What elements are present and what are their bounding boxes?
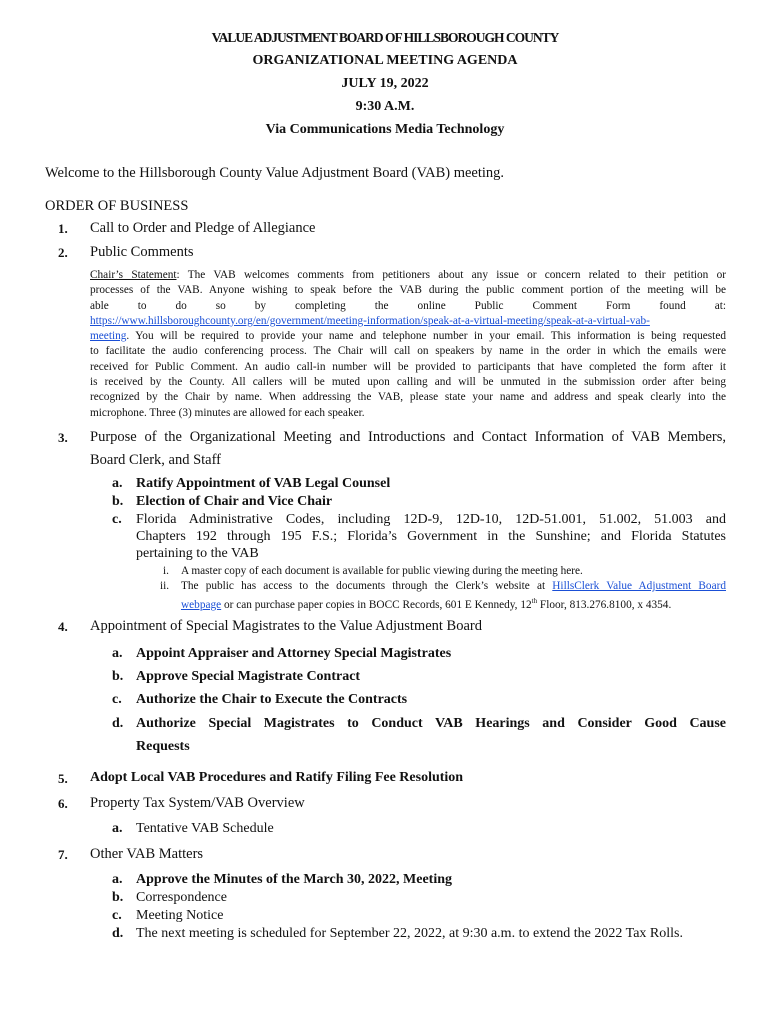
chair-statement-label: Chair’s Statement	[90, 269, 177, 281]
item-3c-i-number: i.	[163, 565, 169, 577]
item-6-text: Property Tax System/VAB Overview	[90, 795, 305, 811]
item-4-text: Appointment of Special Magistrates to the Value Adjustment Board	[90, 618, 482, 634]
chair-statement-line: Chair’s Statement: The VAB welcomes comments from petitioners about any issue or concern related to their petition or	[90, 269, 726, 281]
item-3-number: 3.	[58, 430, 68, 445]
board-title: VALUE ADJUSTMENT BOARD OF HILLSBOROUGH COUNTY	[211, 30, 559, 45]
meeting-time: 9:30 A.M.	[355, 99, 415, 114]
item-1-number: 1.	[58, 221, 68, 236]
hillsclerk-vab-link-continued[interactable]: webpage	[181, 598, 222, 611]
welcome-text: Welcome to the Hillsborough County Value Adjustment Board (VAB) meeting.	[45, 165, 505, 181]
order-heading: ORDER OF BUSINESS	[45, 198, 189, 214]
item-5-text: Adopt Local VAB Procedures and Ratify Filing Fee Resolution	[90, 770, 464, 785]
meeting-date: JULY 19, 2022	[341, 76, 429, 91]
item-5-number: 5.	[58, 771, 68, 786]
item-4-number: 4.	[58, 619, 68, 634]
item-3c-ii-number: ii.	[160, 580, 170, 592]
speak-at-meeting-link-continued[interactable]: meeting	[90, 330, 127, 343]
agenda-title: ORGANIZATIONAL MEETING AGENDA	[252, 53, 518, 68]
item-3c-ii-text-continued: webpage or can purchase paper copies in BOCC Records, 601 E Kennedy, 12th Floor, 813.276.8100, x 4354.	[181, 597, 672, 611]
hillsclerk-vab-link[interactable]: HillsClerk Value Adjustment Board	[552, 580, 726, 592]
speak-at-meeting-link[interactable]: https://www.hillsboroughcounty.org/en/government/meeting-information/speak-at-a-virtual-meeting/speak-at-a-virtual-vab-	[90, 314, 650, 327]
item-3c-ii-text: The public has access to the documents through the Clerk’s website at HillsClerk Value Adjustment Board	[181, 580, 726, 592]
item-7-text: Other VAB Matters	[90, 846, 204, 862]
meeting-medium: Via Communications Media Technology	[265, 122, 505, 137]
chair-statement: Chair’s Statement: The VAB welcomes comments from petitioners about any issue or concern related to their petition or processes of the VAB. Anyone wishing to speak before the VAB during the public comment portion of the meeting will be able to do so by completing the online Public Comment Form found at: https://www.hillsboroughcounty.org/en/government/meeting-information/speak-at-a-virtual-meeting/speak-at-a-virtual-vab- meeting. You will be required to provide your name and telephone number in your email. This information is being requested to facilitate the audio conferencing process. The Chair will call on speakers by name in the order in which the emails were received for Public Comment. An audio call-in number will be provided to participants that have completed the form after it is received by the County. All callers will be muted upon calling and will be unmuted in the submission order after being recognized by the Chair by name. When addressing the VAB, please state your name and address and speak clearly into the microphone. Three (3) minutes are allowed for each speaker.	[90, 269, 726, 419]
item-3c-i-text: A master copy of each document is available for public viewing during the meeting here.	[181, 565, 583, 577]
item-2-number: 2.	[58, 245, 68, 260]
item-6-number: 6.	[58, 796, 68, 811]
item-2-text: Public Comments	[90, 244, 194, 260]
item-1-text: Call to Order and Pledge of Allegiance	[90, 220, 316, 236]
item-3-text-continued: Board Clerk, and Staff	[90, 452, 222, 468]
item-7-number: 7.	[58, 847, 68, 862]
item-3-text: Purpose of the Organizational Meeting and Introductions and Contact Information of VAB Members,	[90, 429, 726, 445]
